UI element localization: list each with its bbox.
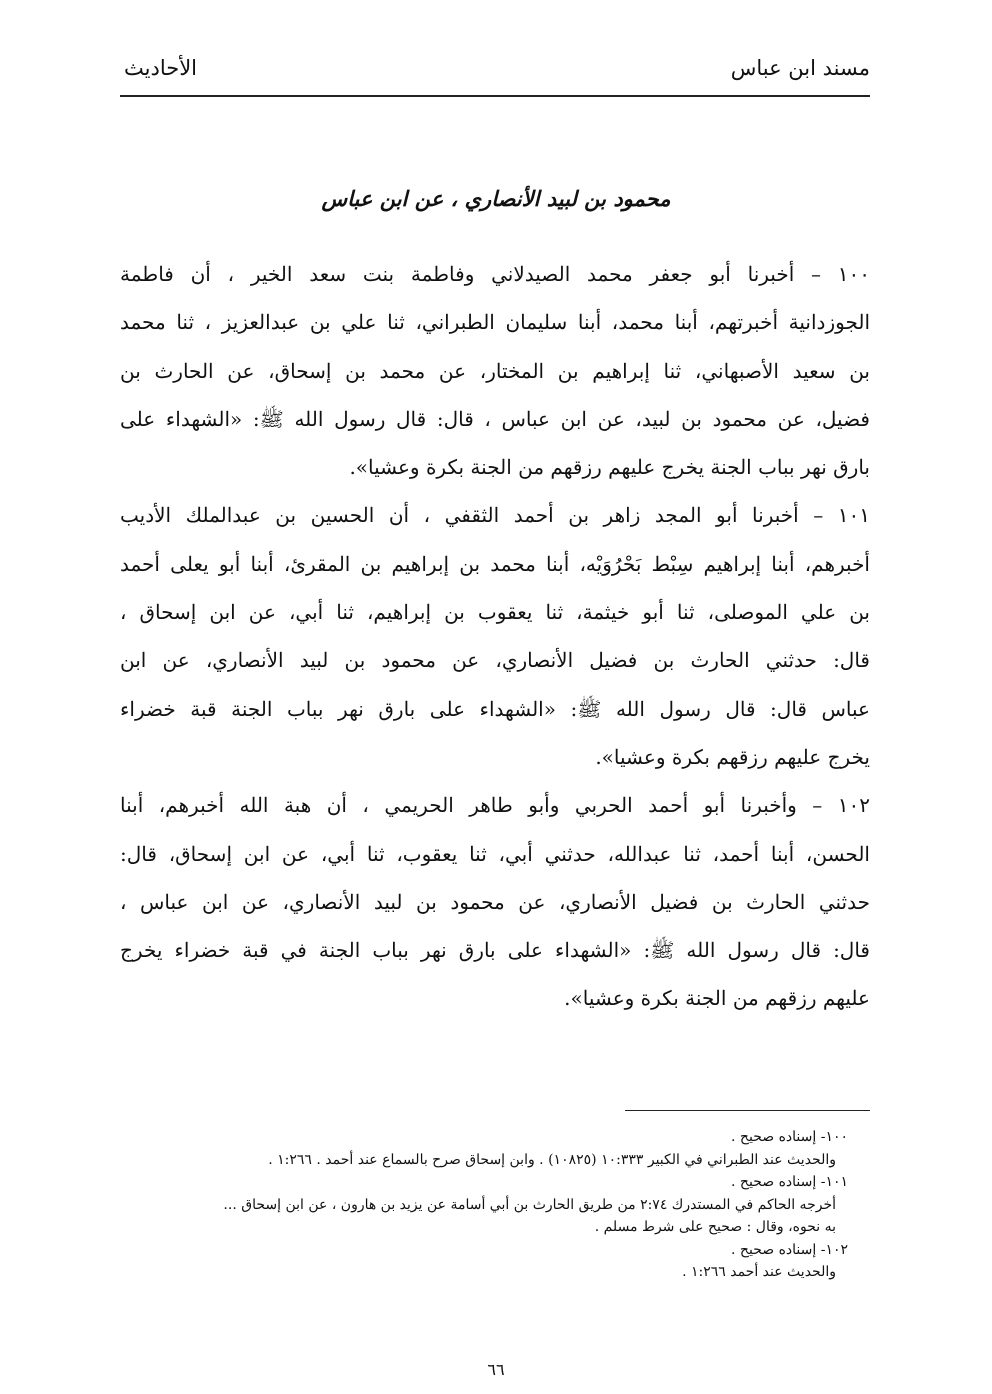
- footnote-rule: [625, 1110, 870, 1111]
- text-line: بن سعيد الأصبهاني، ثنا إبراهيم بن المختار، عن محمد بن إسحاق، عن الحارث بن: [120, 358, 870, 383]
- text-line: عليهم رزقهم من الجنة بكرة وعشيا».: [564, 986, 870, 1011]
- running-header-section: الأحاديث: [124, 56, 198, 80]
- text-line: قال: حدثني الحارث بن فضيل الأنصاري، عن محمود بن لبيد الأنصاري، عن ابن: [120, 648, 870, 673]
- hadith-102: [120, 785, 870, 1026]
- footnote-line: به نحوه، وقال : صحيح على شرط مسلم .: [594, 1219, 836, 1235]
- footnote-line: أخرجه الحاكم في المستدرك ٢:٧٤ من طريق الحارث بن أبي أسامة عن يزيد بن هارون ، عن ابن إسحاق ...: [223, 1196, 836, 1213]
- running-header-book-title: مسند ابن عباس: [730, 56, 870, 80]
- text-line: بن علي الموصلى، ثنا أبو خيثمة، ثنا يعقوب بن إبراهيم، ثنا أبي، عن ابن إسحاق ،: [120, 600, 870, 625]
- text-line: فضيل، عن محمود بن لبيد، عن ابن عباس ، قال: قال رسول الله ﷺ: «الشهداء على: [120, 406, 870, 431]
- footnote-line: والحديث عند الطبراني في الكبير ١٠:٣٣٣ (١٠٨٢٥) . وابن إسحاق صرح بالسماع عند أحمد . ١:٢٦٦ .: [268, 1151, 836, 1168]
- text-line: ١٠٠ – أخبرنا أبو جعفر محمد الصيدلاني وفاطمة بنت سعد الخير ، أن فاطمة: [120, 262, 870, 286]
- text-line: ١٠١ – أخبرنا أبو المجد زاهر بن أحمد الثقفي ، أن الحسين بن عبدالملك الأديب: [120, 503, 870, 528]
- text-line: أخبرهم، أبنا إبراهيم سِبْط بَحْرُوَيْه، أبنا محمد بن إبراهيم بن المقرئ، أبنا أبو يعلى أحمد: [120, 551, 870, 576]
- text-line: قال: قال رسول الله ﷺ: «الشهداء على بارق نهر بباب الجنة في قبة خضراء يخرج: [120, 938, 870, 963]
- hadith-101: [120, 495, 870, 785]
- text-line: بارق نهر بباب الجنة يخرج عليهم رزقهم من الجنة بكرة وعشيا».: [349, 455, 870, 480]
- chapter-title: محمود بن لبيد الأنصاري ، عن ابن عباس: [321, 186, 671, 211]
- text-line: عباس قال: قال رسول الله ﷺ: «الشهداء على بارق نهر بباب الجنة قبة خضراء: [120, 696, 870, 721]
- text-line: يخرج عليهم رزقهم بكرة وعشيا».: [595, 744, 870, 769]
- footnote-line: ١٠٠- إسناده صحيح .: [731, 1129, 848, 1145]
- footnote-line: ١٠٢- إسناده صحيح .: [731, 1241, 848, 1258]
- text-line: الحسن، أبنا أحمد، ثنا عبدالله، حدثني أبي، ثنا يعقوب، ثنا أبي، عن ابن إسحاق، قال:: [120, 841, 870, 866]
- text-line: ١٠٢ – وأخبرنا أبو أحمد الحربي وأبو طاهر الحريمي ، أن هبة الله أخبرهم، أبنا: [120, 793, 870, 818]
- header-rule: [120, 95, 870, 97]
- text-line: حدثني الحارث بن فضيل الأنصاري، عن محمود بن لبيد الأنصاري، عن ابن عباس ،: [120, 889, 870, 914]
- hadith-100: [120, 254, 870, 495]
- footnotes: [118, 1126, 848, 1284]
- hadith-body: [120, 254, 870, 1027]
- page-number: ٦٦: [487, 1360, 505, 1379]
- text-line: الجوزدانية أخبرتهم، أبنا محمد، أبنا سليمان الطبراني، ثنا علي بن عبدالعزيز ، ثنا محمد: [120, 310, 870, 335]
- footnote-line: ١٠١- إسناده صحيح .: [731, 1174, 848, 1190]
- footnote-line: والحديث عند أحمد ١:٢٦٦ .: [682, 1264, 836, 1280]
